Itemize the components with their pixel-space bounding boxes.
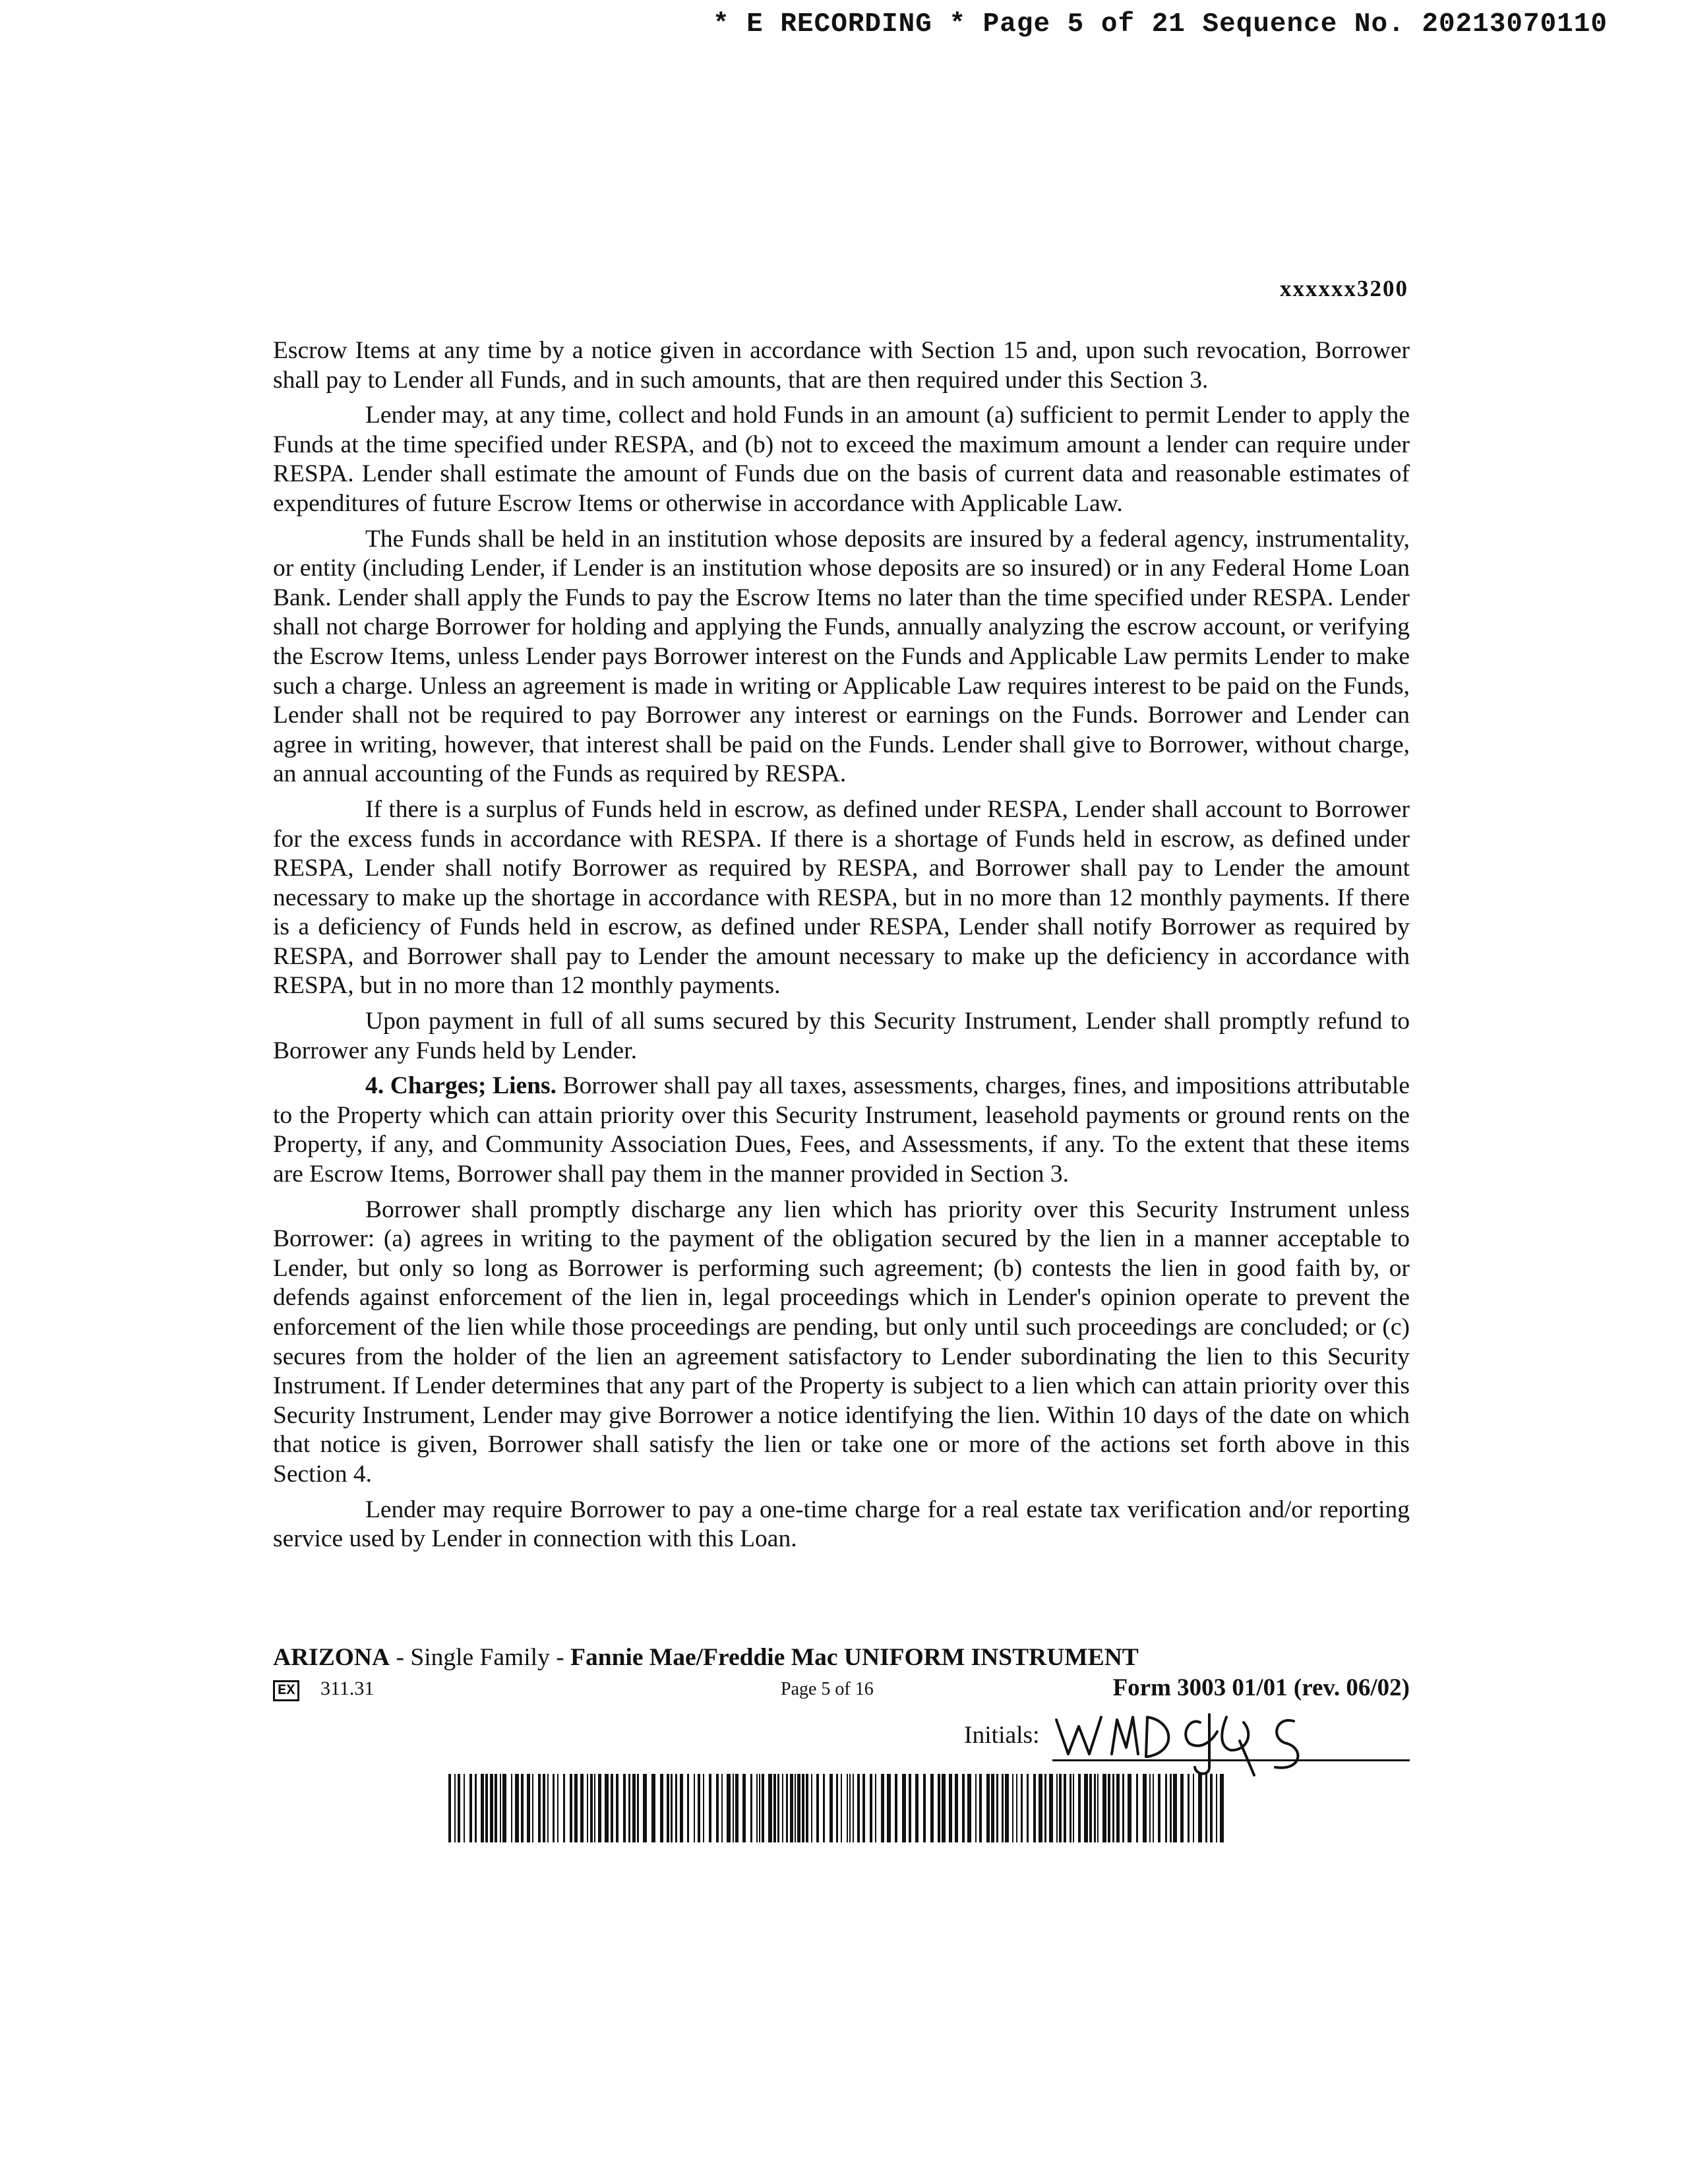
initials-label: Initials: — [964, 1722, 1040, 1749]
barcode-bar — [1108, 1774, 1110, 1842]
barcode-bar — [1180, 1774, 1184, 1842]
barcode-bar — [557, 1774, 558, 1842]
barcode-bar — [481, 1774, 484, 1842]
barcode-bar — [1078, 1774, 1081, 1842]
barcode-bar — [759, 1774, 760, 1842]
footer-instrument: Fannie Mae/Freddie Mac UNIFORM INSTRUMENT — [570, 1644, 1139, 1671]
barcode-bar — [1112, 1774, 1114, 1842]
barcode-bar — [605, 1774, 609, 1842]
barcode-bar — [687, 1774, 689, 1842]
barcode-bar — [1143, 1774, 1147, 1842]
paragraph-escrow-revocation: Escrow Items at any time by a notice given in accordance with Section 15 and, upon such revocation, Borrower shall pay to Lender all Funds, and in such amounts, that are then required under this Section 3. — [273, 337, 1410, 394]
barcode-bar — [671, 1774, 673, 1842]
barcode-bar — [786, 1774, 788, 1842]
barcode-bar — [721, 1774, 723, 1842]
barcode-bar — [811, 1774, 812, 1842]
barcode-bar — [849, 1774, 851, 1842]
barcode-bar — [469, 1774, 472, 1842]
barcode-bar — [823, 1774, 825, 1842]
barcode-bar — [660, 1774, 663, 1842]
paragraph-discharge-lien: Borrower shall promptly discharge any lien which has priority over this Security Instrument unless Borrower: (a) agrees in writing to the payment of the obligation secured by the lien in a manner acceptable to Lender, but only so long as Borrower is performing such agreement; (b) contests the lien in good faith by, or defends against enforcement of the lien in, legal proceedings which in Lender's opinion operate to prevent the enforcement of the lien while those proceedings are pending, but only until such proceedings are concluded; or (c) secures from the holder of the lien an agreement satisfactory to Lender subordinating the lien to this Security Instrument. If Lender determines that any part of the Property is subject to a lien which can attain priority over this Security Instrument, Lender may give Borrower a notice identifying the lien. Within 10 days of the date on which that notice is given, Borrower shall satisfy the lien or take one or more of the actions set forth above in this Section 4. — [273, 1196, 1410, 1488]
barcode-bar — [547, 1774, 549, 1842]
barcode-bar — [735, 1774, 738, 1842]
barcode-bar — [1012, 1774, 1013, 1842]
barcode-bar — [637, 1774, 639, 1842]
barcode-bar — [553, 1774, 555, 1842]
barcode-bar — [836, 1774, 838, 1842]
barcode-bar — [1070, 1774, 1071, 1842]
barcode-bar — [1073, 1774, 1074, 1842]
footer-state: ARIZONA — [273, 1644, 390, 1671]
barcode-bar — [651, 1774, 655, 1842]
barcode-bar — [1059, 1774, 1062, 1842]
barcode-bar — [909, 1774, 911, 1842]
barcode-bar — [1216, 1774, 1217, 1842]
barcode-bar — [485, 1774, 488, 1842]
barcode-bar — [756, 1774, 758, 1842]
barcode-bar — [716, 1774, 719, 1842]
paragraph-funds-held: The Funds shall be held in an institution whose deposits are insured by a federal agency, instrumentality, or entity (including Lender, if Lender is an institution whose deposits are so insured) or in any Federal Home Loan Bank. Lender shall apply the Funds to pay the Escrow Items no later than the time specified under RESPA. Lender shall not charge Borrower for holding and applying the Funds, annually analyzing the escrow account, or verifying the Escrow Items, unless Lender pays Borrower interest on the Funds and Applicable Law permits Lender to make such a charge. Unless an agreement is made in writing or Applicable Law requires interest to be paid on the Funds, Lender shall not be required to pay Borrower any interest or earnings on the Funds. Borrower and Lender can agree in writing, however, that interest shall be paid on the Funds. Lender shall give to Borrower, without charge, an annual accounting of the Funds as required by RESPA. — [273, 525, 1410, 788]
barcode-bar — [1064, 1774, 1066, 1842]
barcode-bar — [527, 1774, 530, 1842]
barcode-bar — [623, 1774, 626, 1842]
barcode-bar — [967, 1774, 971, 1842]
barcode-bar — [1084, 1774, 1088, 1842]
barcode-bar — [853, 1774, 854, 1842]
barcode-bar — [495, 1774, 497, 1842]
barcode-bar — [563, 1774, 565, 1842]
barcode-bar — [802, 1774, 804, 1842]
barcode-bar — [782, 1774, 783, 1842]
barcode-bar — [574, 1774, 578, 1842]
document-body — [273, 336, 1410, 1560]
handwritten-initials-signature — [1048, 1688, 1418, 1780]
barcode-bar — [598, 1774, 601, 1842]
barcode-bar — [1116, 1774, 1120, 1842]
barcode-bar — [628, 1774, 630, 1842]
barcode-bar — [675, 1774, 677, 1842]
paragraph-text: Borrower shall pay all taxes, assessments, charges, fines, and impositions attributable to the Property which can attain priority over this Security Instrument, leasehold payments or ground rents on the Property, if any, and Community Association Dues, Fees, and Assessments, if any. To the extent that these items are Escrow Items, Borrower shall pay them in the manner provided in Section 3. — [273, 1072, 1410, 1188]
barcode-bar — [680, 1774, 683, 1842]
section-heading: 4. Charges; Liens. — [365, 1072, 557, 1100]
barcode-bar — [1128, 1774, 1131, 1842]
barcode-bar — [895, 1774, 897, 1842]
barcode-bar — [750, 1774, 752, 1842]
barcode-bar — [1027, 1774, 1029, 1842]
barcode-bar — [1198, 1774, 1202, 1842]
barcode-bar — [930, 1774, 934, 1842]
paragraph-collect-funds: Lender may, at any time, collect and hold Funds in an amount (a) sufficient to permit Lender to apply the Funds at the time specified under RESPA, and (b) not to exceed the maximum amount a lender can require under RESPA. Lender shall estimate the amount of Funds due on the basis of current data and reasonable estimates of expenditures of future Escrow Items or otherwise in accordance with Applicable Law. — [273, 402, 1410, 517]
barcode-bar — [795, 1774, 796, 1842]
barcode-bar — [521, 1774, 524, 1842]
barcode-bar — [841, 1774, 842, 1842]
barcode-bar — [643, 1774, 647, 1842]
paragraph-charges-liens — [273, 1072, 1410, 1189]
barcode-bar — [458, 1774, 460, 1842]
barcode-bar — [1210, 1774, 1213, 1842]
barcode-bar — [709, 1774, 711, 1842]
barcode-bar — [1005, 1774, 1009, 1842]
barcode-bar — [1016, 1774, 1017, 1842]
barcode-bar — [742, 1774, 746, 1842]
barcode-bar — [1089, 1774, 1092, 1842]
barcode-bar — [1049, 1774, 1053, 1842]
barcode-bar — [1193, 1774, 1194, 1842]
barcode-bar — [532, 1774, 533, 1842]
barcode-bar — [1158, 1774, 1160, 1842]
barcode-bar — [587, 1774, 588, 1842]
barcode-bar — [500, 1774, 501, 1842]
barcode-bar — [1102, 1774, 1106, 1842]
barcode-bar — [667, 1774, 669, 1842]
barcode-bar — [762, 1774, 764, 1842]
barcode-bar — [887, 1774, 891, 1842]
barcode-bar — [862, 1774, 865, 1842]
barcode-bar — [1002, 1774, 1004, 1842]
paragraph-tax-verification: Lender may require Borrower to pay a one-time charge for a real estate tax verification and/or reporting service used by Lender in connection with this Loan. — [273, 1496, 1410, 1553]
barcode-bar — [515, 1774, 519, 1842]
barcode-bar — [1220, 1774, 1224, 1842]
barcode-bar — [962, 1774, 965, 1842]
barcode-bar — [773, 1774, 776, 1842]
barcode-bar — [806, 1774, 808, 1842]
barcode-bar — [1136, 1774, 1138, 1842]
barcode-bar — [979, 1774, 982, 1842]
barcode-bar — [570, 1774, 572, 1842]
paragraph-refund: Upon payment in full of all sums secured by this Security Instrument, Lender shall promptly refund to Borrower any Funds held by Lender. — [273, 1008, 1410, 1064]
barcode-bar — [632, 1774, 636, 1842]
barcode-bar — [538, 1774, 541, 1842]
barcode-bar — [1044, 1774, 1046, 1842]
barcode-bar — [1056, 1774, 1058, 1842]
barcode-bar — [490, 1774, 493, 1842]
barcode-bar — [1122, 1774, 1124, 1842]
barcode-bar — [1165, 1774, 1167, 1842]
barcode — [448, 1774, 1225, 1842]
barcode-bar — [870, 1774, 872, 1842]
barcode-bar — [942, 1774, 946, 1842]
barcode-bar — [448, 1774, 451, 1842]
barcode-bar — [1205, 1774, 1207, 1842]
form-number: Form 3003 01/01 (rev. 06/02) — [1112, 1674, 1410, 1701]
barcode-bar — [502, 1774, 506, 1842]
barcode-bar — [875, 1774, 876, 1842]
paragraph-surplus-shortage: If there is a surplus of Funds held in escrow, as defined under RESPA, Lender shall account to Borrower for the excess funds in accordance with RESPA. If there is a shortage of Funds held in escrow, as defined under RESPA, Lender shall notify Borrower as required by RESPA, and Borrower shall pay to Lender the amount necessary to make up the shortage in accordance with RESPA, but in no more than 12 monthly payments. If there is a deficiency of Funds held in escrow, as defined under RESPA, Lender shall notify Borrower as required by RESPA, and Borrower shall pay to Lender the amount necessary to make up the deficiency in accordance with RESPA, but in no more than 12 monthly payments. — [273, 795, 1410, 1000]
barcode-bar — [733, 1774, 734, 1842]
barcode-bar — [1033, 1774, 1036, 1842]
barcode-bar — [996, 1774, 998, 1842]
barcode-bar — [698, 1774, 700, 1842]
barcode-bar — [1094, 1774, 1096, 1842]
barcode-bar — [580, 1774, 584, 1842]
recording-header: * E RECORDING * Page 5 of 21 Sequence No. 20213070110 — [712, 9, 1608, 40]
form-code: 311.31 — [320, 1678, 375, 1699]
barcode-bar — [454, 1774, 456, 1842]
barcode-bar — [1153, 1774, 1154, 1842]
loan-reference-number: xxxxxx3200 — [1280, 276, 1408, 301]
barcode-bar — [464, 1774, 465, 1842]
barcode-bar — [915, 1774, 919, 1842]
barcode-bar — [881, 1774, 884, 1842]
barcode-bar — [857, 1774, 860, 1842]
barcode-bar — [829, 1774, 833, 1842]
barcode-bar — [938, 1774, 940, 1842]
barcode-bar — [594, 1774, 595, 1842]
barcode-bar — [694, 1774, 695, 1842]
barcode-bar — [475, 1774, 477, 1842]
barcode-bar — [590, 1774, 593, 1842]
barcode-bar — [797, 1774, 800, 1842]
footer-separator: - Single Family - — [390, 1644, 571, 1671]
barcode-bar — [543, 1774, 545, 1842]
barcode-bar — [986, 1774, 990, 1842]
footer-title — [273, 1643, 1410, 1672]
barcode-bar — [902, 1774, 906, 1842]
barcode-bar — [1097, 1774, 1099, 1842]
barcode-bar — [923, 1774, 926, 1842]
barcode-bar — [768, 1774, 772, 1842]
barcode-bar — [511, 1774, 512, 1842]
barcode-bar — [1188, 1774, 1190, 1842]
barcode-bar — [1149, 1774, 1151, 1842]
barcode-bar — [1170, 1774, 1172, 1842]
barcode-bar — [703, 1774, 704, 1842]
barcode-bar — [1173, 1774, 1177, 1842]
barcode-bar — [847, 1774, 848, 1842]
barcode-bar — [611, 1774, 613, 1842]
barcode-bar — [727, 1774, 731, 1842]
barcode-bar — [991, 1774, 994, 1842]
ex-badge: EX — [273, 1680, 299, 1701]
barcode-bar — [777, 1774, 779, 1842]
barcode-bar — [790, 1774, 793, 1842]
barcode-bar — [975, 1774, 977, 1842]
barcode-bar — [955, 1774, 958, 1842]
page-number: Page 5 of 16 — [781, 1679, 874, 1699]
barcode-bar — [616, 1774, 618, 1842]
barcode-bar — [816, 1774, 819, 1842]
barcode-bar — [1021, 1774, 1023, 1842]
barcode-bar — [1039, 1774, 1042, 1842]
barcode-bar — [949, 1774, 952, 1842]
